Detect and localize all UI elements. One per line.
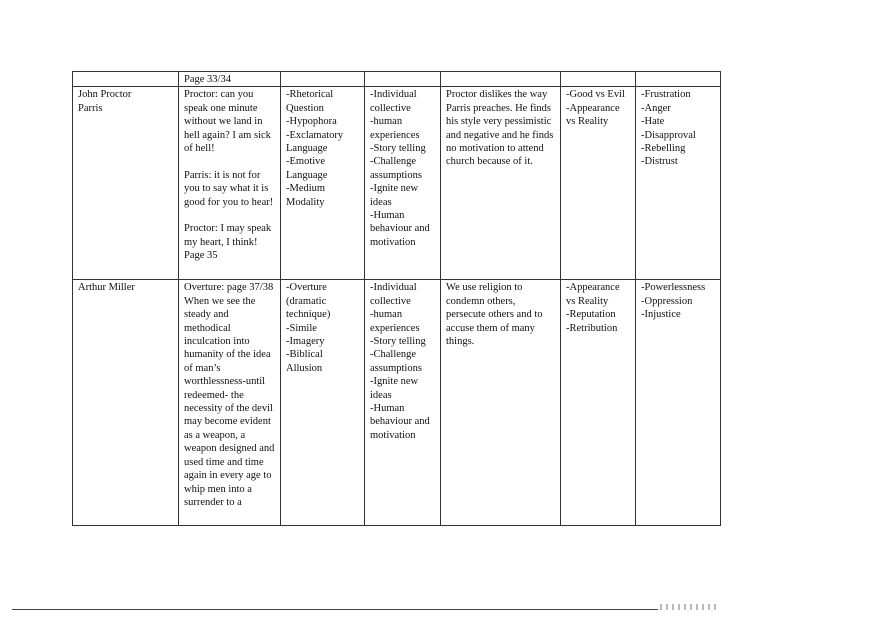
table-cell <box>73 72 179 87</box>
footer-divider <box>12 609 658 610</box>
table-cell <box>281 72 365 87</box>
table-cell <box>636 72 721 87</box>
table-cell <box>441 72 561 87</box>
quote-cell: Proctor: can you speak one minute without we land in hell again? I am sick of hell! Parris: it is not for you to say what it is good for you to hear! Proctor: I may speak my heart, I think! Page 35 <box>179 87 281 280</box>
table-cell-page-ref: Page 33/34 <box>179 72 281 87</box>
table-cell <box>561 72 636 87</box>
character-cell: John Proctor Parris <box>73 87 179 280</box>
table-header-row <box>73 72 721 87</box>
footer-faint-mark <box>660 604 720 610</box>
quote-cell: Overture: page 37/38 When we see the steady and methodical inculcation into humanity of the idea of man’s worthlessness-until redeemed- the necessity of the devil may become evident as a weapon, a weapon designed and used time and time again in every age to whip men into a surrender to a <box>179 280 281 526</box>
table-row <box>73 87 721 280</box>
theme-cell: -Good vs Evil -Appearance vs Reality <box>561 87 636 280</box>
theme-cell: -Appearance vs Reality -Reputation -Retribution <box>561 280 636 526</box>
concept-cell: -Individual collective -human experiences -Story telling -Challenge assumptions -Ignite new ideas -Human behaviour and motivation <box>365 87 441 280</box>
table-cell <box>365 72 441 87</box>
table-row <box>73 280 721 526</box>
analysis-cell: We use religion to condemn others, persecute others and to accuse them of many things. <box>441 280 561 526</box>
character-cell: Arthur Miller <box>73 280 179 526</box>
concept-cell: -Individual collective -human experiences -Story telling -Challenge assumptions -Ignite new ideas -Human behaviour and motivation <box>365 280 441 526</box>
analysis-cell: Proctor dislikes the way Parris preaches. He finds his style very pessimistic and negative and he finds no motivation to attend church because of it. <box>441 87 561 280</box>
emotion-cell: -Frustration -Anger -Hate -Disapproval -Rebelling -Distrust <box>636 87 721 280</box>
technique-cell: -Rhetorical Question -Hypophora -Exclamatory Language -Emotive Language -Medium Modality <box>281 87 365 280</box>
analysis-table <box>72 71 721 526</box>
emotion-cell: -Powerlessness -Oppression -Injustice <box>636 280 721 526</box>
technique-cell: -Overture (dramatic technique) -Simile -Imagery -Biblical Allusion <box>281 280 365 526</box>
